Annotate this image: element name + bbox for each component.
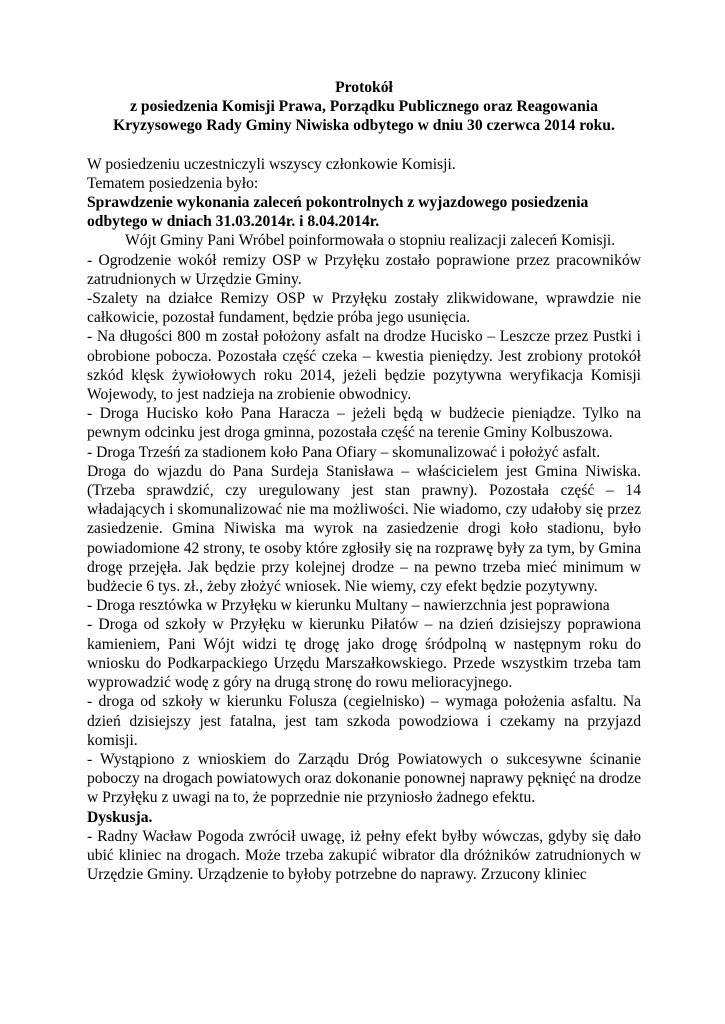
paragraph-item: - Droga Trześń za stadionem koło Pana Ofiary – skomunalizować i położyć asfalt.: [87, 443, 601, 461]
paragraph-item: -Szalety na działce Remizy OSP w Przyłęku zostały zlikwidowane, wprawdzie nie całkowicie, pozostał fundament, będzie próba jego usunięcia.: [87, 290, 641, 327]
paragraph-item: - Droga Hucisko koło Pana Haracza – jeżeli będą w budżecie pieniądze. Tylko na pewnym odcinku jest droga gminna, pozostała część na terenie Gminy Kolbuszowa.: [87, 405, 641, 442]
topic-label: Tematem posiedzenia było:: [87, 174, 259, 192]
title-line-3: Kryzysowego Rady Gminy Niwiska odbytego w dniu 30 czerwca 2014 roku.: [113, 117, 615, 135]
paragraph-item: - droga od szkoły w kierunku Folusza (cegielnisko) – wymaga położenia asfaltu. Na dzień dzisiejszy jest fatalna, jest tam szkoda powodziowa i czekamy na przyjazd komisji.: [87, 693, 641, 749]
paragraph-item: Droga do wjazdu do Pana Surdeja Stanisława – właścicielem jest Gmina Niwiska. (Trzeba sprawdzić, czy uregulowany jest stan prawny). Pozostała część – 14 władających i skomunalizować nie ma możliwości. Nie wiadomo, czy udałoby się przez zasiedzenie. Gmina Niwiska ma wyrok na zasiedzenie drogi koło stadionu, było powiadomione 42 strony, te osoby które zgłosiły się na rozprawę były za tym, by Gmina drogę przejęła. Jak będzie przy kolejnej drodze – na pewno trzeba mieć minimum w budżecie 6 tys. zł., żeby złożyć wniosek. Nie wiemy, czy efekt będzie pozytywny.: [87, 462, 641, 596]
topic-heading-line-2: odbytego w dniach 31.03.2014r. i 8.04.2014r.: [87, 213, 380, 231]
paragraph-item: - Ogrodzenie wokół remizy OSP w Przyłęku zostało poprawione przez pracowników zatrudnionych w Urzędzie Gminy.: [87, 251, 641, 288]
spacer: [87, 136, 641, 155]
title-line-1: Protokół: [335, 79, 393, 96]
topic-heading-line-1: Sprawdzenie wykonania zaleceń pokontrolnych z wyjazdowego posiedzenia: [87, 194, 589, 212]
paragraph-item: - Na długości 800 m został położony asfalt na drodze Hucisko – Leszcze przez Pustki i obrobione pobocza. Pozostała część czeka – kwestia pieniędzy. Jest zrobiony protokół szkód klęsk żywiołowych roku 2014, jeżeli będzie pozytywna weryfikacja Komisji Wojewody, to jest nadzieja na zrobienie obwodnicy.: [87, 328, 641, 404]
paragraph-item: - Droga resztówka w Przyłęku w kierunku Multany – nawierzchnia jest poprawiona: [87, 597, 610, 615]
discussion-heading: Dyskusja.: [87, 808, 153, 826]
paragraph-wojt-report: Wójt Gminy Pani Wróbel poinformowała o stopniu realizacji zaleceń Komisji.: [125, 232, 616, 250]
attendance-text: W posiedzeniu uczestniczyli wszyscy członkowie Komisji.: [87, 155, 456, 173]
document-title: [87, 78, 641, 136]
document-page: [87, 78, 641, 884]
discussion-text: - Radny Wacław Pogoda zwrócił uwagę, iż pełny efekt byłby wówczas, gdyby się dało ubić kliniec na drogach. Może trzeba zakupić wibrator dla dróżników zatrudnionych w Urzędzie Gminy. Urządzenie to byłoby potrzebne do naprawy. Zrzucony kliniec: [87, 827, 641, 884]
paragraph-item: - Droga od szkoły w Przyłęku w kierunku Piłatów – na dzień dzisiejszy poprawiona kamieniem, Pani Wójt widzi tę drogę jako drogę śródpolną w następnym roku do wniosku do Podkarpackiego Urzędu Marszałkowskiego. Przede wszystkim trzeba tam wyprowadzić wodę z góry na drugą stronę do rowu melioracyjnego.: [87, 616, 641, 692]
paragraph-item: - Wystąpiono z wnioskiem do Zarządu Dróg Powiatowych o sukcesywne ścinanie poboczy na drogach powiatowych oraz dokonanie ponownej naprawy pęknięć na drodze w Przyłęku z uwagi na to, że poprzednie nie przyniosło żadnego efektu.: [87, 750, 641, 807]
title-line-2: z posiedzenia Komisji Prawa, Porządku Publicznego oraz Reagowania: [130, 98, 598, 116]
